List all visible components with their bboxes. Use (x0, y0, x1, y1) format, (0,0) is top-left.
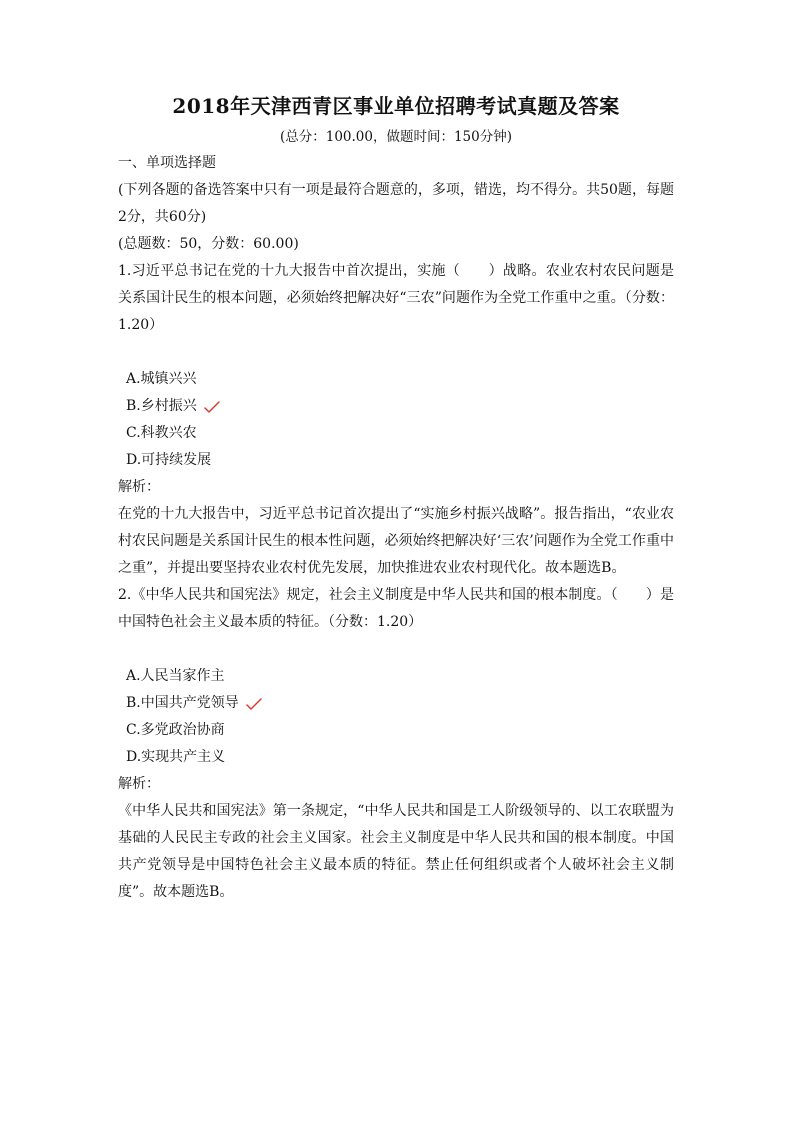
question-text: 1.习近平总书记在党的十九大报告中首次提出，实施（ ）战略。农业农村农民问题是关系国计民生的根本问题，必须始终把解决好“三农”问题作为全党工作重中之重。（分数：1.20） (118, 263, 674, 333)
option-b (118, 393, 674, 420)
section-stats: (总题数：50，分数：60.00) (118, 236, 299, 252)
option-a (118, 663, 674, 690)
option-label: D.可持续发展 (126, 452, 212, 468)
option-d (118, 744, 674, 771)
question-spacer (118, 636, 674, 663)
analysis-label: 解析： (118, 776, 160, 792)
document-page (118, 92, 674, 906)
option-label: A.人民当家作主 (126, 668, 225, 684)
option-c (118, 717, 674, 744)
checkmark-icon (245, 697, 263, 711)
option-label: B.乡村振兴 (126, 398, 197, 414)
option-label: C.多党政治协商 (126, 722, 225, 738)
analysis-text: 《中华人民共和国宪法》第一条规定，“中华人民共和国是工人阶级领导的、以工农联盟为基础的人民民主专政的社会主义国家。社会主义制度是中华人民共和国的根本制度。中国共产党领导是中国特色社会主义最本质的特征。禁止任何组织或者个人破坏社会主义制度”。故本题选B。 (118, 803, 674, 900)
question-spacer (118, 339, 674, 366)
option-b (118, 690, 674, 717)
option-label: D.实现共产主义 (126, 749, 226, 765)
option-label: B.中国共产党领导 (126, 695, 239, 711)
question-2 (118, 582, 674, 906)
section-instructions: (下列各题的备选答案中只有一项是最符合题意的，多项，错选，均不得分。共50题，每题2分，共60分) (118, 182, 674, 225)
analysis-label: 解析： (118, 479, 160, 495)
option-label: A.城镇兴兴 (126, 371, 197, 387)
checkmark-icon (203, 400, 221, 414)
exam-meta: (总分：100.00，做题时间：150分钟) (279, 129, 513, 145)
analysis-text: 在党的十九大报告中，习近平总书记首次提出了“实施乡村振兴战略”。报告指出，“农业农村农民问题是关系国计民生的根本性问题，必须始终把解决好‘三农’问题作为全党工作重中之重”，并提出要坚持农业农村优先发展，加快推进农业农村现代化。故本题选B。 (118, 506, 674, 576)
question-1 (118, 258, 674, 582)
option-c (118, 420, 674, 447)
option-a (118, 366, 674, 393)
section-title: 一、单项选择题 (118, 155, 216, 171)
option-label: C.科教兴农 (126, 425, 197, 441)
page-title: 2018年天津西青区事业单位招聘考试真题及答案 (172, 94, 620, 118)
option-d (118, 447, 674, 474)
question-text: 2.《中华人民共和国宪法》规定，社会主义制度是中华人民共和国的根本制度。（ ）是中国特色社会主义最本质的特征。（分数：1.20） (118, 587, 674, 630)
